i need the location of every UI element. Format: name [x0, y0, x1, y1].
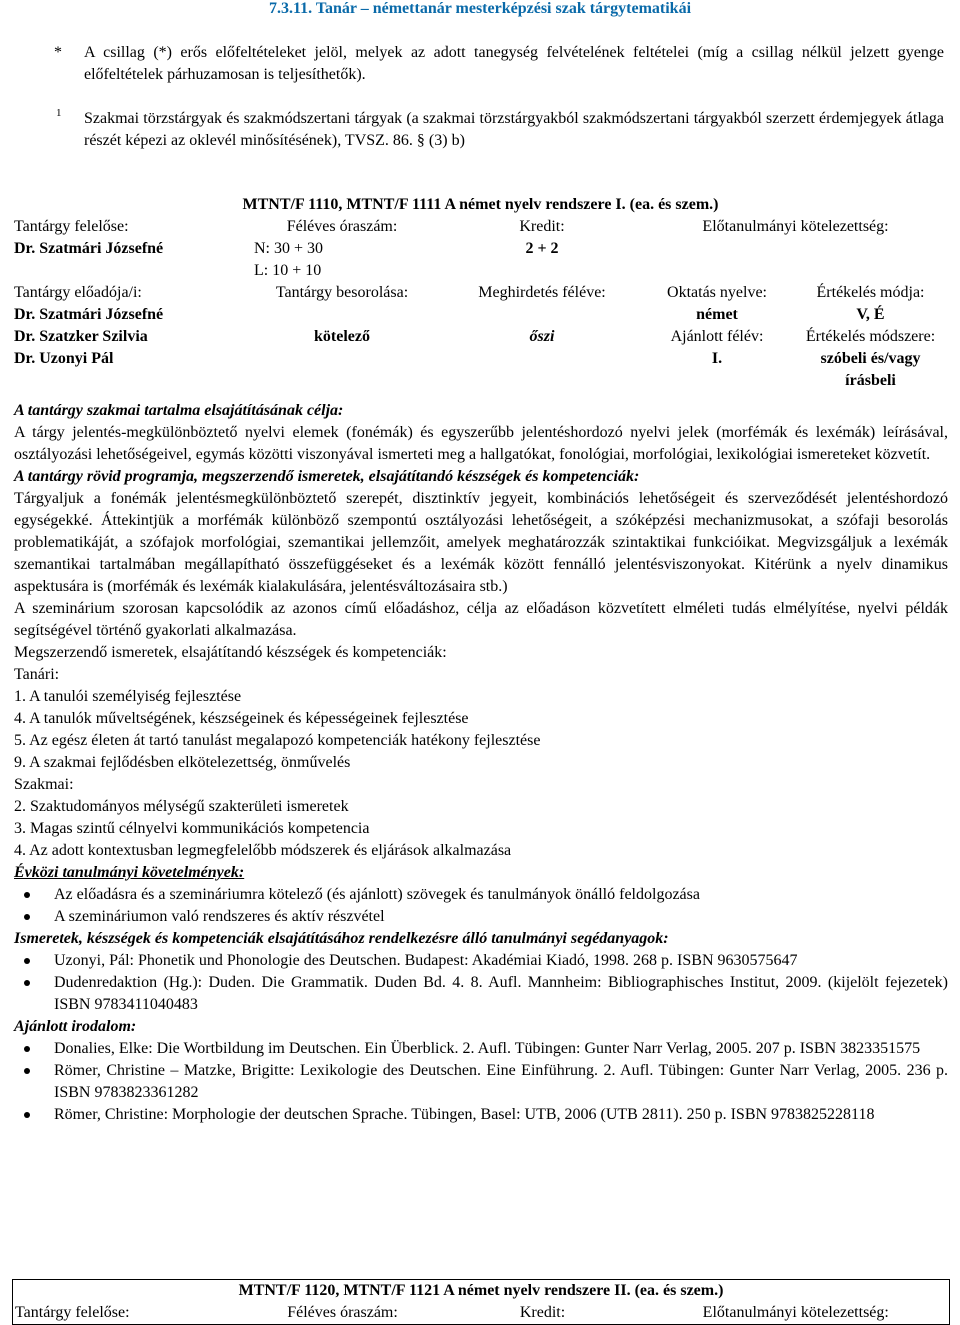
- eloado-3: Dr. Uzonyi Pál: [14, 350, 114, 367]
- star-note-text: A csillag (*) erős előfeltételeket jelöl, melyek az adott tanegység felvételének feltételei (míg a csillag nélkül jelzett gyenge előfeltételek párhuzamosan is teljesíthetők).: [84, 44, 944, 83]
- elotanulmanyi-label: Előtanulmányi kötelezettség:: [702, 218, 889, 235]
- tanari-item: 4. A tanulók műveltségének, készségeinek és képességeinek fejlesztése: [14, 710, 469, 727]
- irodalom-heading: Ajánlott irodalom:: [14, 1018, 137, 1035]
- segedanyag-heading: Ismeretek, készségek és kompetenciák elsajátításához rendelkezésre álló tanulmányi segédanyagok:: [14, 930, 669, 947]
- star-note: [14, 42, 944, 86]
- cel-heading: A tantárgy szakmai tartalma elsajátításának célja:: [14, 402, 344, 419]
- list-item: Az előadásra és a szemináriumra kötelező (és ajánlott) szövegek és tanulmányok önálló feldolgozása: [14, 884, 948, 906]
- ajanlott-felev-label: Ajánlott félév:: [670, 328, 764, 345]
- course1-description: [14, 400, 948, 1126]
- empty-cell: [642, 370, 792, 392]
- evkozi-heading: Évközi tanulmányi követelmények:: [14, 864, 245, 881]
- program-paragraph-2: A szeminárium szorosan kapcsolódik az azonos című előadáshoz, célja az előadáson közvetített elméleti tudás elmélyítése, nyelvi példák segítségével történő gyakorlati alkalmazása.: [14, 600, 948, 639]
- szakmai-item: 3. Magas szintű célnyelvi kommunikációs kompetencia: [14, 820, 370, 837]
- empty-cell: [242, 370, 442, 392]
- list-item: Uzonyi, Pál: Phonetik und Phonologie des Deutschen. Budapest: Akadémiai Kiadó, 1998. 268 p. ISBN 9630575647: [14, 950, 948, 972]
- empty-cell: [442, 304, 642, 326]
- oraszam-label: Féléves óraszám:: [286, 218, 398, 235]
- footnote: [14, 108, 944, 152]
- list-item: A szemináriumon való rendszeres és aktív részvétel: [14, 906, 948, 928]
- course1-table: [12, 194, 949, 392]
- elotanulmanyi-label: Előtanulmányi kötelezettség:: [702, 1304, 889, 1321]
- meghirdetes-label: Meghirdetés féléve:: [478, 284, 606, 301]
- program-paragraph-3: Megszerzendő ismeretek, elsajátítandó készségek és kompetenciák:: [14, 644, 447, 661]
- list-item: Römer, Christine – Matzke, Brigitte: Lexikologie des Deutschen. Eine Einführung. 2. Aufl. Tübingen: Gunter Narr Verlag, 2005. 236 p. ISBN 9783823361282: [14, 1060, 948, 1104]
- course2-table: [12, 1279, 950, 1325]
- empty-cell: [12, 260, 242, 282]
- oraszam-n: N: 30 + 30: [254, 240, 324, 257]
- list-item: Dudenredaktion (Hg.): Duden. Die Grammatik. Duden Bd. 4. 8. Aufl. Mannheim: Bibliographisches Institut, 2009. (kijelölt fejezetek) ISBN 9783411040483: [14, 972, 948, 1016]
- program-heading: A tantárgy rövid programja, megszerzendő ismeretek, elsajátítandó készségek és kompetenciák:: [14, 468, 640, 485]
- empty-cell: [642, 260, 949, 282]
- meghirdetes-value: őszi: [529, 328, 555, 345]
- ertekeles-modszere-label: Értékelés módszere:: [805, 328, 936, 345]
- course1-title: MTNT/F 1110, MTNT/F 1111 A német nyelv rendszere I. (ea. és szem.): [242, 196, 719, 213]
- footnote-mark: 1: [56, 107, 62, 119]
- list-item: Donalies, Elke: Die Wortbildung im Deutschen. Ein Überblick. 2. Aufl. Tübingen: Gunter Narr Verlag, 2005. 207 p. ISBN 3823351575: [14, 1038, 948, 1060]
- felelos-label: Tantárgy felelőse:: [15, 1304, 130, 1321]
- elotanulmanyi-value: [642, 238, 949, 260]
- empty-cell: [242, 348, 442, 370]
- ertekeles-modja-label: Értékelés módja:: [816, 284, 925, 301]
- irodalom-list: [14, 1038, 948, 1126]
- cel-text: A tárgy jelentés-megkülönböztető nyelvi elemek (fonémák) és egyszerűbb jelentéshordozó nyelvi jelek (morfémák és lexémák) leírásával, osztályozási lehetőségeivel, egymás közötti viszonyával ismerteti meg a hallgatókat, fonológiai, morfológiai, lexikológiai ismereteket közvetít.: [14, 424, 948, 463]
- oraszam-label: Féléves óraszám:: [287, 1304, 398, 1321]
- ertekeles-modszere-value-2: írásbeli: [845, 372, 896, 389]
- felelos-label: Tantárgy felelőse:: [14, 218, 129, 235]
- kredit-value: 2 + 2: [525, 240, 559, 257]
- page-title: 7.3.11. Tanár – némettanár mesterképzési szak tárgytematikái: [268, 0, 692, 17]
- segedanyag-list: [14, 950, 948, 1016]
- empty-cell: [442, 260, 642, 282]
- eloado-label: Tantárgy előadója/i:: [14, 284, 142, 301]
- empty-cell: [12, 370, 242, 392]
- ajanlott-felev-value: I.: [711, 350, 723, 367]
- tanari-item: 5. Az egész életen át tartó tanulást megalapozó kompetenciák hatékony fejlesztése: [14, 732, 541, 749]
- list-item: Römer, Christine: Morphologie der deutschen Sprache. Tübingen, Basel: UTB, 2006 (UTB 2811). 250 p. ISBN 9783825228118: [14, 1104, 948, 1126]
- besorolas-label: Tantárgy besorolása:: [275, 284, 409, 301]
- nyelv-value: német: [696, 306, 738, 323]
- eloado-1: Dr. Szatmári Józsefné: [14, 306, 164, 323]
- ertekeles-modja-value: V, É: [856, 306, 885, 323]
- szakmai-label: Szakmai:: [14, 776, 74, 793]
- nyelv-label: Oktatás nyelve:: [667, 284, 767, 301]
- evkozi-list: [14, 884, 948, 928]
- empty-cell: [442, 348, 642, 370]
- szakmai-item: 4. Az adott kontextusban legmegfelelőbb módszerek és eljárások alkalmazása: [14, 842, 512, 859]
- tanari-item: 9. A szakmai fejlődésben elkötelezettség, önművelés: [14, 754, 351, 771]
- kredit-label: Kredit:: [519, 1304, 566, 1321]
- kredit-label: Kredit:: [519, 218, 565, 235]
- szakmai-item: 2. Szaktudományos mélységű szakterületi ismeretek: [14, 798, 349, 815]
- ertekeles-modszere-value-1: szóbeli és/vagy: [820, 350, 921, 367]
- footnote-text: Szakmai törzstárgyak és szakmódszertani tárgyak (a szakmai törzstárgyakból szakmódszertani tárgyakból szerzett érdemjegyek átlaga részét képezi az oklevél minősítésének), TVSZ. 86. § (3) b): [84, 110, 944, 149]
- oraszam-l: L: 10 + 10: [254, 262, 322, 279]
- program-paragraph-1: Tárgyaljuk a fonémák jelentésmegkülönböztető szerepét, disztinktív jegyeit, kombinációs lehetőségeit és szerveződését jelentéshordozó egységekké. Áttekintjük a morfémák különböző szempontú osztályozási lehetőségeit, a szóképzési mechanizmusokat, a szófaji besorolás problematikáját, a szófajok morfológiai, szemantikai jellemzőit, amelyek meghatározzák szintaktikai funkcióikat. Megvizsgáljuk a lexémák szemantikai tartalmában megállapítható összefüggéseket és a lexémák között fennálló jelentésviszonyokat. Kitérünk a nyelv dinamikus aspektusára is (morfémák és lexémák kialakulására, jelentésváltozásaira stb.): [14, 490, 948, 595]
- tanari-label: Tanári:: [14, 666, 60, 683]
- empty-cell: [242, 304, 442, 326]
- eloado-2: Dr. Szatzker Szilvia: [14, 328, 148, 345]
- star-mark: *: [54, 44, 62, 61]
- besorolas-value: kötelező: [314, 328, 370, 345]
- empty-cell: [442, 370, 642, 392]
- felelos-value: Dr. Szatmári Józsefné: [14, 240, 164, 257]
- course2-title: MTNT/F 1120, MTNT/F 1121 A német nyelv rendszere II. (ea. és szem.): [238, 1282, 724, 1299]
- tanari-item: 1. A tanulói személyiség fejlesztése: [14, 688, 242, 705]
